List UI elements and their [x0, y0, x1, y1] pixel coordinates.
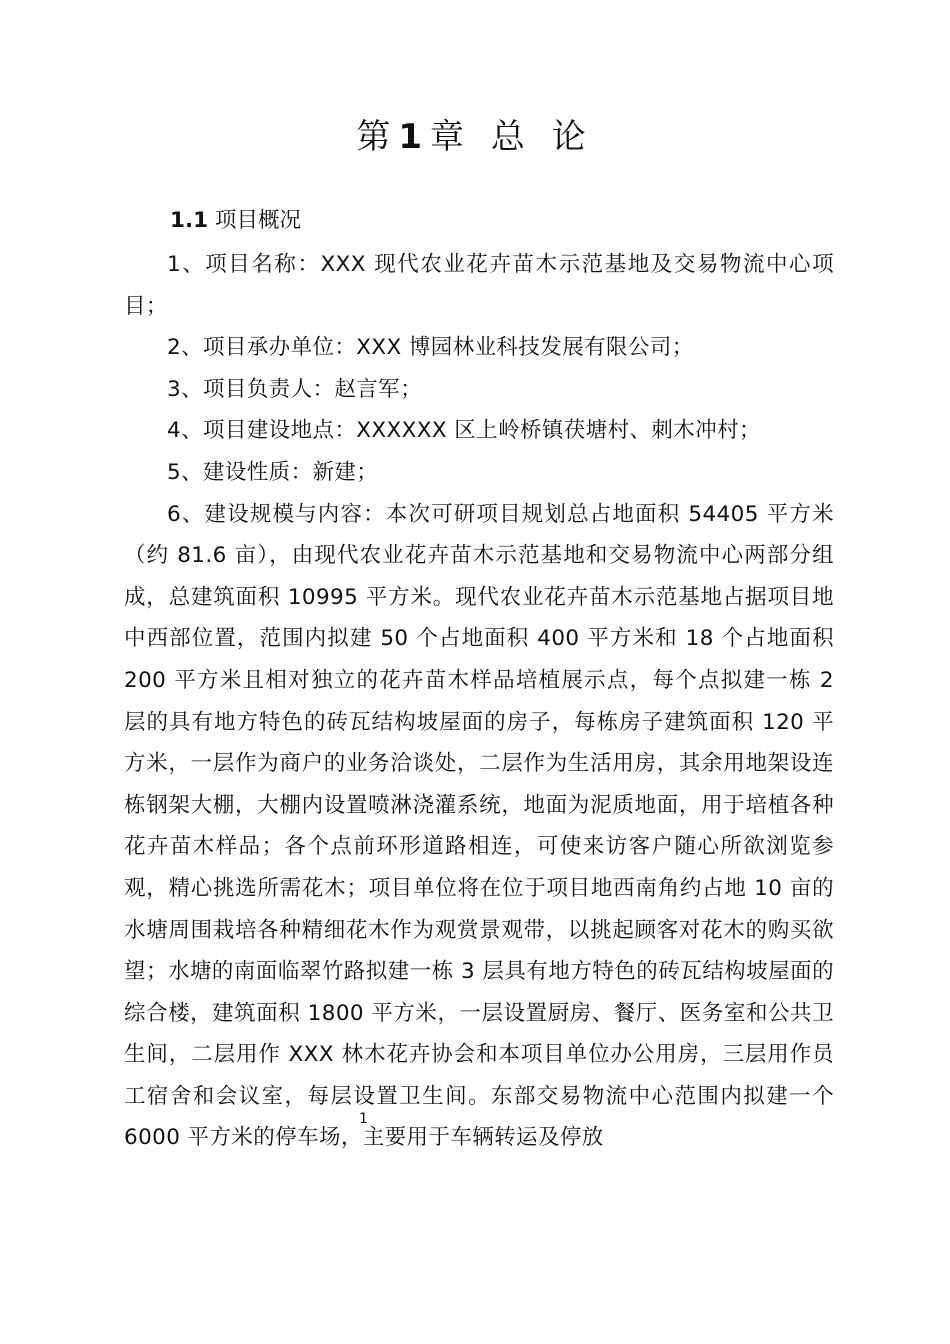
item-project-name: 1、项目名称：XXX 现代农业花卉苗木示范基地及交易物流中心项目；	[124, 252, 834, 319]
chapter-prefix: 第	[356, 117, 399, 157]
item-project-nature: 5、建设性质：新建；	[167, 459, 379, 485]
chapter-suffix: 章 总 论	[430, 117, 594, 157]
section-number: 1.1	[170, 208, 209, 233]
chapter-title	[0, 112, 950, 162]
item-project-leader: 3、项目负责人：赵言军；	[167, 376, 422, 402]
item-project-scale: 6、建设规模与内容：本次可研项目规划总占地面积 54405 平方米（约 81.6 亩），由现代农业花卉苗木示范基地和交易物流中心两部分组成，总建筑面积 10995 平方米。现代农业花卉苗木示范基地占据项目地中西部位置，范围内拟建 50 个占地面积 400 平方米和 18 个占地面积 200 平方米且相对独立的花卉苗木样品培植展示点，每个点拟建一栋 2 层的具有地方特色的砖瓦结构坡屋面的房子，每栋房子建筑面积 120 平方米，一层作为商户的业务洽谈处，二层作为生活用房，其余用地架设连栋钢架大棚，大棚内设置喷淋浇灌系统，地面为泥质地面，用于培植各种花卉苗木样品；各个点前环形道路相连，可使来访客户随心所欲浏览参观，精心挑选所需花木；项目单位将在位于项目地西南角约占地 10 亩的水塘周围栽培各种精细花木作为观赏景观带，以挑起顾客对花木的购买欲望；水塘的南面临翠竹路拟建一栋 3 层具有地方特色的砖瓦结构坡屋面的综合楼，建筑面积 1800 平方米，一层设置厨房、餐厅、医务室和公共卫生间，二层用作 XXX 林木花卉协会和本项目单位办公用房，三层用作员工宿舍和会议室，每层设置卫生间。东部交易物流中心范围内拟建一个 6000 平方米的停车场，主要用于车辆转运及停放	[124, 501, 834, 1151]
section-heading	[170, 203, 301, 239]
section-title: 项目概况	[214, 208, 301, 233]
item-project-location: 4、项目建设地点：XXXXXX 区上岭桥镇茯塘村、刺木冲村；	[167, 418, 761, 444]
page-number: 1	[359, 1111, 368, 1127]
chapter-number: 1	[398, 117, 431, 157]
body-text	[124, 244, 834, 1159]
item-project-sponsor: 2、项目承办单位：XXX 博园林业科技发展有限公司；	[167, 335, 694, 361]
